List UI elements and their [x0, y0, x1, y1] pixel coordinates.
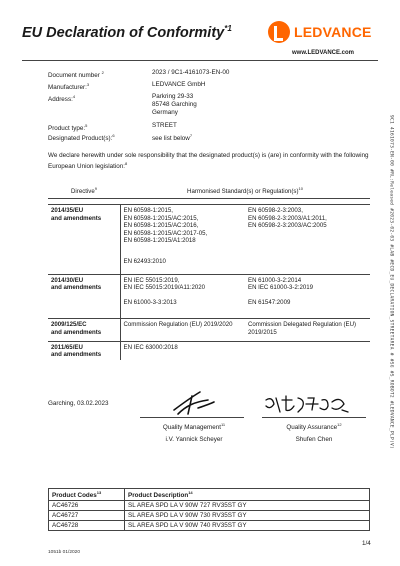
address-value: Parkring 29-33 85748 Garching Germany — [152, 93, 197, 116]
product-table — [48, 488, 370, 531]
table-row — [48, 274, 370, 318]
product-code-cell: AC46728 — [49, 521, 125, 531]
form-identifier: 1051b 01/2020 — [48, 550, 81, 555]
standards-cell: Commission Regulation (EU) 2019/2020 — [120, 319, 245, 341]
header-divider — [22, 60, 378, 61]
directive-table — [48, 183, 370, 360]
manufacturer-value: LEDVANCE GmbH — [152, 81, 206, 88]
directive-cell: 2011/65/EU and amendments — [48, 341, 120, 360]
quality-management-role: Quality Management$^{11}$ — [162, 422, 226, 432]
table-row — [48, 205, 370, 274]
quality-assurance-role: Quality Assurance$^{12}$ — [286, 422, 342, 432]
signature-line-left — [140, 417, 244, 418]
product-type-value: STREET — [152, 122, 177, 129]
table-row — [49, 521, 370, 531]
designated-products-label: Designated Product(s):$^6$ — [48, 133, 115, 143]
brand-name: LEDVANCE — [294, 24, 372, 40]
signature-right-image — [262, 394, 352, 416]
standards-cell: EN IEC 55015:2019, EN IEC 55015:2019/A11:2020 EN 61000-3-3:2013 — [120, 274, 245, 318]
table-row — [48, 319, 370, 341]
directive-cell: 2014/30/EU and amendments — [48, 274, 120, 318]
product-description-cell: SL AREA SPD LA V 90W 727 RV35ST GY — [125, 501, 370, 511]
declaration-statement: We declare herewith under sole responsibility that the designated product(s) is (are) in conformity with the following European Union legislation:$^8$ — [48, 152, 369, 171]
standards-cell — [245, 341, 370, 360]
directive-cell: 2014/35/EU and amendments — [48, 205, 120, 274]
signatory-left-name: i.V. Yannick Scheyer — [165, 436, 223, 443]
manufacturer-label: Manufacturer:$^3$ — [48, 82, 90, 92]
page-number: 1/4 — [362, 540, 371, 547]
product-code-header: Product Codes$^{13}$ — [49, 489, 125, 501]
directive-cell: 2009/125/EC and amendments — [48, 319, 120, 341]
standards-cell: EN IEC 63000:2018 — [120, 341, 245, 360]
product-code-cell: AC46726 — [49, 501, 125, 511]
signature-line-right — [262, 417, 366, 418]
product-description-cell: SL AREA SPD LA V 90W 740 RV35ST GY — [125, 521, 370, 531]
document-number-value: 2023 / 9C1-4161073-EN-00 — [152, 69, 230, 76]
table-row — [49, 511, 370, 521]
ledvance-logo — [268, 20, 378, 44]
product-code-cell: AC46727 — [49, 511, 125, 521]
signatory-right-name: Shufen Chen — [295, 436, 333, 443]
address-label: Address:$^4$ — [48, 94, 76, 104]
standards-cell: Commission Delegated Regulation (EU) 2019/2015 — [245, 319, 370, 341]
standards-header: Harmonised Standard(s) or $Regulation(s)^{10}$ — [120, 183, 370, 199]
directive-header: Directive$^9$ — [48, 183, 120, 199]
product-description-header: Product Description$^{14}$ — [125, 489, 370, 501]
website-link[interactable]: www.LEDVANCE.com — [292, 50, 355, 56]
product-description-cell: SL AREA SPD LA V 90W 730 RV35ST GY — [125, 511, 370, 521]
table-row — [49, 501, 370, 511]
product-type-label: Product type:$^5$ — [48, 123, 88, 133]
place-date: Garching, 03.02.2023 — [48, 400, 109, 407]
document-metadata-sidebar: 9C1 4161073-EN-00 #RL:Released #2023-02-03 #LAB #ECD_EU_DECLARATION_STREETAREA # #SG #S_ROBOT2 #LEDVANCE_PLP(V) — [388, 114, 394, 450]
standards-cell: EN 60598-1:2015, EN 60598-1:2015/AC:2015, EN 60598-1:2015/AC:2016, EN 60598-1:2015/AC:2017-05, EN 60598-1:2015/A1:2018 EN 62493:2010 — [120, 205, 245, 274]
designated-products-value: see list below$^7$ — [152, 133, 193, 143]
signature-left-image — [168, 388, 218, 416]
document-number-label: Document number $^2$ — [48, 70, 104, 80]
table-row — [48, 341, 370, 360]
standards-cell: EN 61000-3-2:2014 EN IEC 61000-3-2:2019 EN 61547:2009 — [245, 274, 370, 318]
standards-cell: EN 60598-2-3:2003, EN 60598-2-3:2003/A1:2011, EN 60598-2-3:2003/AC:2005 — [245, 205, 370, 274]
ledvance-logo-icon — [268, 21, 290, 43]
document-title: EU Declaration of Conformity$^{*1}$ — [22, 24, 232, 41]
